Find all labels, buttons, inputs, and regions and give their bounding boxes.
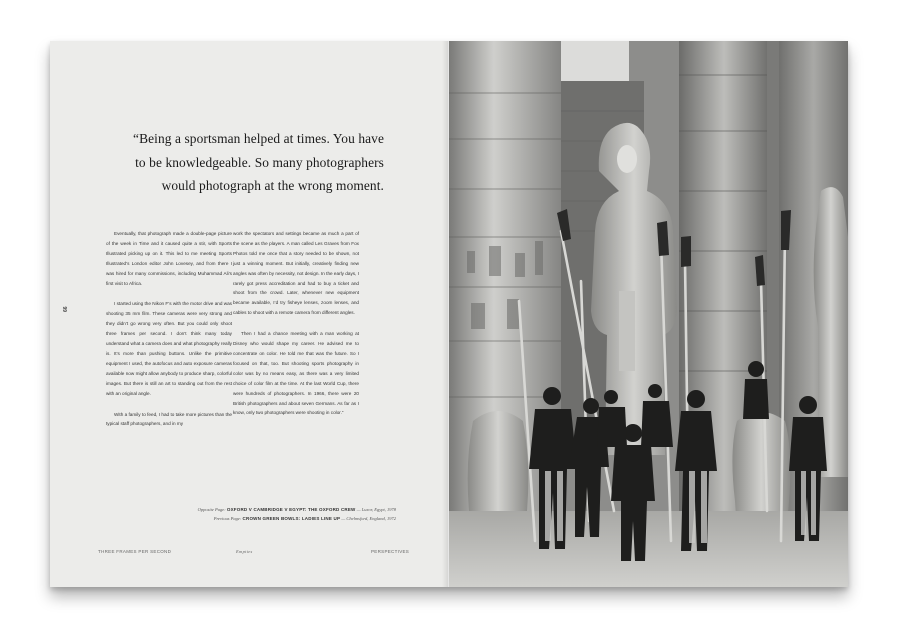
- pull-quote: “Being a sportsman helped at times. You have to be knowledgeable. So many photographers would photograph at the wrong moment.: [133, 131, 384, 193]
- footer-right: PERSPECTIVES: [371, 549, 410, 554]
- right-page-photo: [449, 41, 848, 587]
- caption-line: [120, 506, 396, 515]
- body-column-1: [106, 229, 232, 440]
- paragraph: With a family to feed, I had to take more pictures than the typical staff photographers, and in my: [106, 411, 232, 427]
- magazine-spread: [50, 41, 848, 587]
- photograph-rowing-crew-luxor-temple: [449, 41, 848, 587]
- paragraph: work the spectators and settings became as much a part of the scene as the players. A man called Les Graves from Fox Photos told me once that a story needed to be shown, not just a winning moment. But initially, creatively finding new angles was often by necessity, not design. In the early days, I rarely got press accreditation and had to buy a ticket and shoot from the crowd. Later, whenever new equipment became available, I’d try fisheye lenses, zoom lenses, and cables to shoot with a remote camera from different angles.: [233, 231, 359, 316]
- paragraph: I started using the Nikon F’s with the motor drive and was shooting 35 mm film. These cameras were very strong and they didn’t go wrong very often. But you could only shoot three frames per second. I don’t think many today understand what a camera does and what photography really is. It’s more than pushing buttons. Unlike the primitive equipment I used, the autofocus and auto exposure cameras available now might allow anybody to produce sharp, colorful images. But there is still an art to standing out from the rest with an original angle.: [106, 301, 232, 396]
- paragraph: Then I had a chance meeting with a man working at Disney who would shape my career. He advised me to concentrate on color. He told me that was the future. So I focused on that, too. But shooting sports photography in color was by no means easy, as there was a very limited choice of color film at the time. At the last World Cup, there were hundreds of photographers. In 1966, there were 20 British photographers and about seven Germans. As far as I know, only two photographers were shooting in color.”: [233, 331, 359, 416]
- footer-left: THREE FRAMES PER SECOND: [98, 549, 172, 554]
- paragraph: Eventually, that photograph made a double-page picture of the week in Time and it caused quite a stir, with Sports Illustrated picking up on it. This led to me meeting Sports Illustrated’s London editor John Lovesey, and from there I was hired for many commissions, including Muhammad Ali’s first visit to Africa.: [106, 231, 232, 286]
- footer-center: Empties: [236, 549, 253, 554]
- caption-location: — Chelmsford, England, 1972: [341, 515, 396, 521]
- left-page: [50, 41, 448, 587]
- caption-label: Opposite Page:: [197, 507, 226, 512]
- caption-title: OXFORD V CAMBRIDGE V EGYPT: THE OXFORD CREW: [226, 507, 356, 512]
- photo-captions: [120, 506, 396, 523]
- caption-line: [120, 515, 396, 524]
- caption-title: CROWN GREEN BOWLS: LADIES LINE UP: [242, 515, 341, 521]
- body-column-2: [233, 229, 359, 429]
- caption-label: Previous Page:: [213, 515, 242, 521]
- caption-location: — Luxor, Egypt, 1978: [356, 507, 396, 512]
- page-number: 66: [63, 306, 69, 312]
